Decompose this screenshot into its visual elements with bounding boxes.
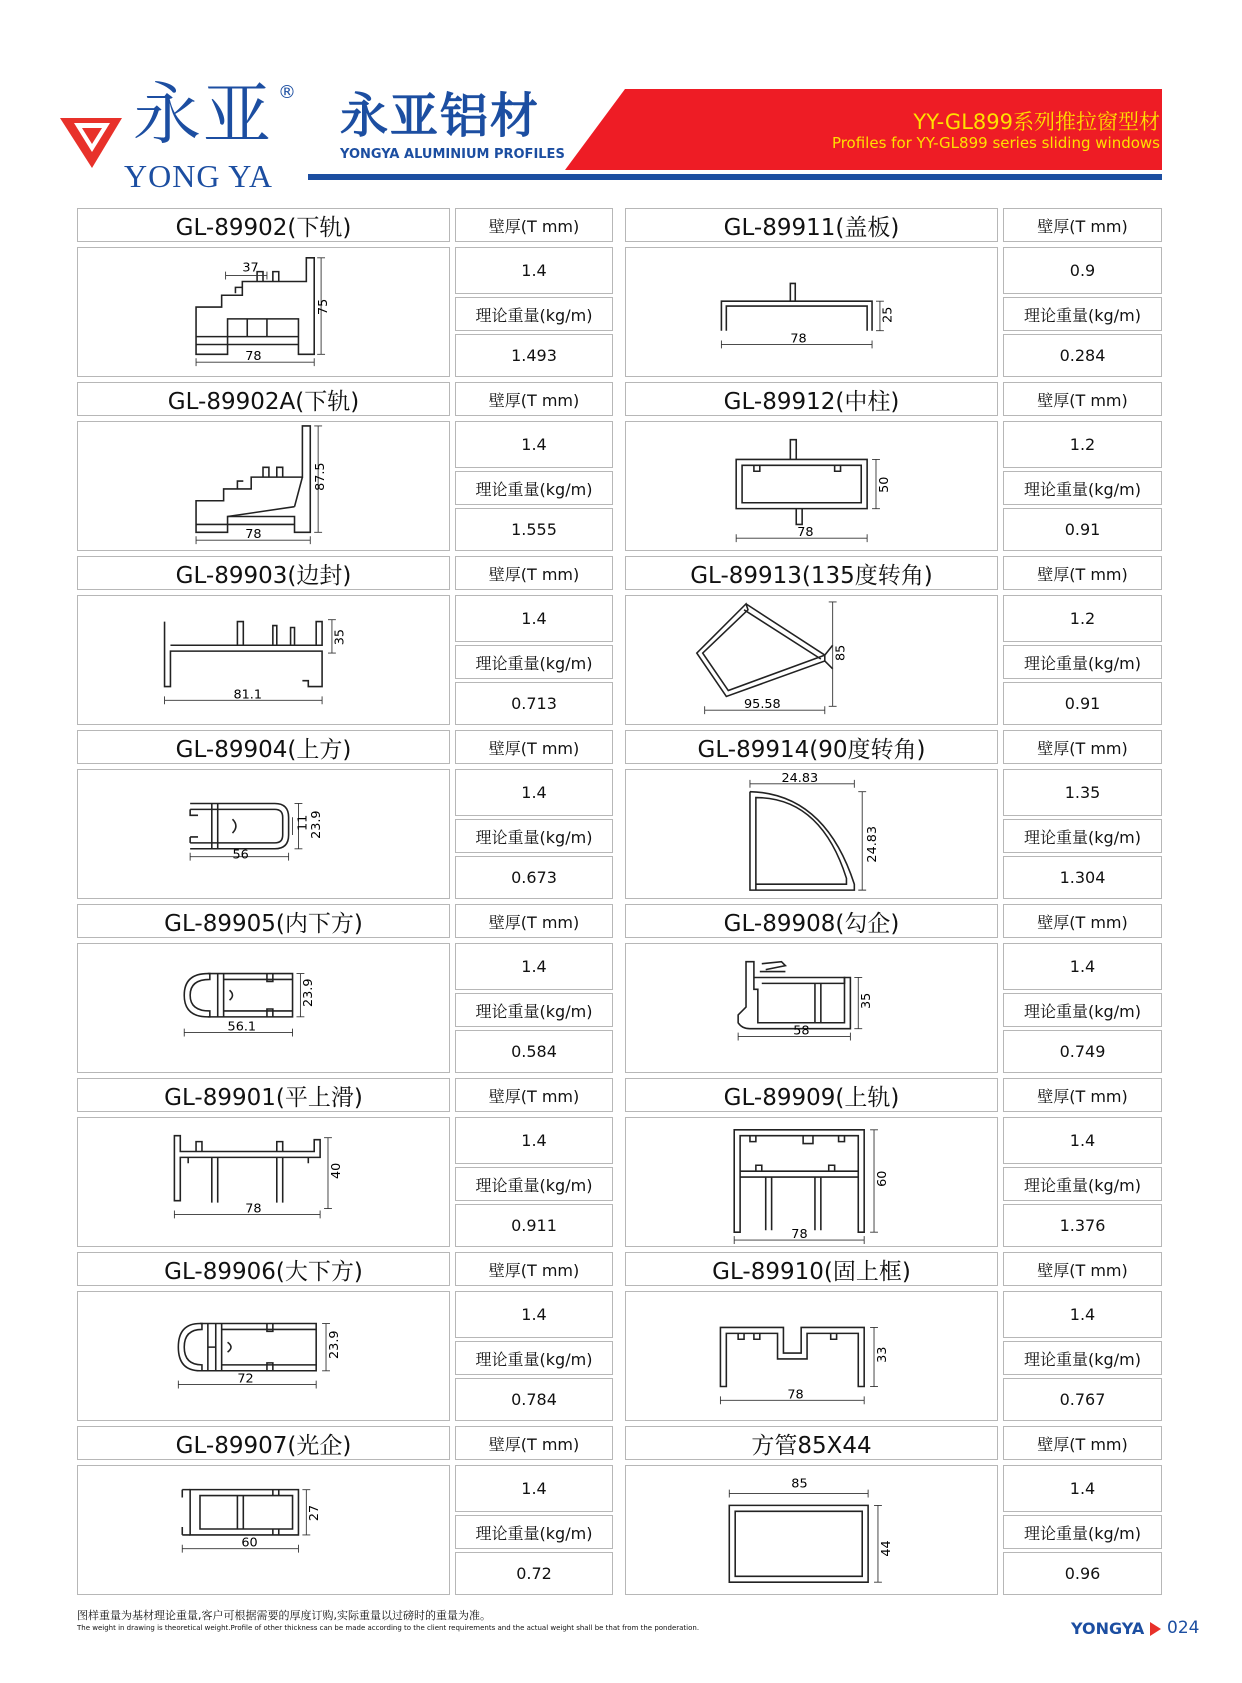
thickness-label: 壁厚(T mm)	[488, 390, 580, 410]
profile-name-cell	[625, 730, 998, 764]
profile-name-cell	[77, 1078, 450, 1112]
profile-name: GL-89905(内下方)	[164, 910, 363, 937]
weight-value: 0.584	[511, 1042, 557, 1061]
dimension-label: 56.1	[227, 1019, 257, 1035]
aluminium-title-cn: 永亚铝材	[340, 88, 541, 144]
profile-name: GL-89902(下轨)	[175, 214, 352, 241]
thickness-value: 1.2	[1069, 435, 1096, 454]
thickness-label: 壁厚(T mm)	[488, 738, 580, 758]
profile-name-cell	[625, 1252, 998, 1286]
weight-label-cell	[455, 471, 613, 505]
profile-drawing	[78, 422, 449, 550]
weight-value-cell	[1003, 1204, 1162, 1247]
weight-value-cell	[455, 856, 613, 899]
profile-name: GL-89908(勾企)	[723, 910, 900, 937]
weight-label: 理论重量(kg/m)	[475, 305, 593, 325]
dimension-label: 37	[242, 260, 259, 276]
weight-label-cell	[455, 819, 613, 853]
profile-name-cell	[77, 1426, 450, 1460]
weight-label: 理论重量(kg/m)	[475, 1175, 593, 1195]
weight-value: 0.713	[511, 694, 557, 713]
thickness-label: 壁厚(T mm)	[488, 216, 580, 236]
dimension-label: 87.5	[313, 462, 329, 491]
profile-drawing-cell	[77, 943, 450, 1073]
thickness-value-cell	[1003, 1117, 1162, 1164]
weight-label-cell	[455, 645, 613, 679]
thickness-value-cell	[455, 421, 613, 468]
thickness-label-cell	[455, 904, 613, 938]
weight-value-cell	[455, 334, 613, 377]
weight-label: 理论重量(kg/m)	[475, 479, 593, 499]
profile-drawing-cell	[625, 595, 998, 725]
weight-label-cell	[1003, 471, 1162, 505]
dimension-label: 24.83	[864, 825, 880, 863]
thickness-value: 1.4	[521, 783, 547, 802]
weight-value-cell	[455, 1552, 613, 1595]
weight-value-cell	[455, 1378, 613, 1421]
weight-label-cell	[1003, 1515, 1162, 1549]
profile-name: GL-89903(边封)	[175, 562, 352, 589]
brand-name-en: YONG YA	[124, 158, 273, 194]
thickness-label: 壁厚(T mm)	[488, 912, 580, 932]
profile-name: GL-89912(中柱)	[723, 388, 900, 415]
weight-value: 0.911	[511, 1216, 557, 1235]
thickness-label: 壁厚(T mm)	[488, 1260, 580, 1280]
brand-name-cn: 永亚	[133, 76, 274, 155]
thickness-label: 壁厚(T mm)	[1037, 564, 1128, 584]
thickness-value: 1.4	[1069, 957, 1096, 976]
dimension-label: 58	[793, 1023, 810, 1039]
play-arrow-icon	[1150, 1622, 1161, 1636]
profile-name-cell	[625, 382, 998, 416]
dimension-label: 35	[859, 992, 875, 1009]
weight-value: 1.304	[1059, 868, 1106, 887]
dimension-label: 40	[328, 1162, 344, 1180]
dimension-label: 56	[232, 847, 249, 863]
profile-name-cell	[77, 904, 450, 938]
weight-label: 理论重量(kg/m)	[1024, 1349, 1141, 1369]
weight-value-cell	[455, 1030, 613, 1073]
weight-value: 0.72	[516, 1564, 552, 1583]
profile-drawing	[626, 1292, 997, 1420]
profile-drawing	[626, 1466, 997, 1594]
weight-value: 0.96	[1064, 1564, 1101, 1583]
profile-name-cell	[77, 382, 450, 416]
page-number: 024	[1167, 1618, 1200, 1638]
thickness-value: 1.4	[521, 1131, 547, 1150]
weight-label: 理论重量(kg/m)	[475, 653, 593, 673]
weight-label: 理论重量(kg/m)	[1024, 1175, 1141, 1195]
registered-mark: ®	[278, 82, 296, 103]
dimension-label: 25	[880, 306, 896, 323]
profile-drawing	[626, 770, 997, 898]
profile-name-cell	[77, 556, 450, 590]
weight-value-cell	[1003, 856, 1162, 899]
thickness-value-cell	[455, 1465, 613, 1512]
thickness-value: 0.9	[1069, 261, 1096, 280]
thickness-label: 壁厚(T mm)	[1037, 738, 1128, 758]
thickness-value: 1.4	[521, 435, 547, 454]
footer-note-cn: 图样重量为基材理论重量,客户可根据需要的厚度订购,实际重量以过磅时的重量为准。	[77, 1609, 491, 1622]
thickness-label-cell	[1003, 1078, 1162, 1112]
profile-drawing	[626, 248, 997, 376]
dimension-label: 35	[332, 628, 348, 646]
aluminium-title-en: YONGYA ALUMINIUM PROFILES	[340, 147, 565, 162]
profile-drawing-cell	[625, 421, 998, 551]
profile-drawing-cell	[77, 1465, 450, 1595]
profile-drawing	[626, 944, 997, 1072]
thickness-value: 1.4	[521, 261, 547, 280]
weight-value: 1.493	[511, 346, 557, 365]
thickness-value-cell	[455, 247, 613, 294]
dimension-label: 78	[790, 331, 807, 347]
thickness-label: 壁厚(T mm)	[1037, 390, 1128, 410]
series-subtitle: Profiles for YY-GL899 series sliding windows	[831, 134, 1160, 152]
dimension-label: 95.58	[744, 697, 781, 713]
profile-name-cell	[625, 904, 998, 938]
profile-name: GL-89913(135度转角)	[690, 562, 933, 589]
dimension-label: 23.9	[309, 810, 325, 839]
profile-drawing-cell	[625, 769, 998, 899]
weight-value-cell	[455, 682, 613, 725]
profile-drawing	[78, 1118, 449, 1246]
thickness-value-cell	[455, 1117, 613, 1164]
thickness-label-cell	[1003, 208, 1162, 242]
thickness-label-cell	[455, 208, 613, 242]
dimension-label: 78	[245, 349, 262, 365]
weight-label: 理论重量(kg/m)	[475, 827, 593, 847]
profile-drawing	[78, 770, 449, 898]
profile-drawing	[78, 944, 449, 1072]
thickness-value-cell	[455, 1291, 613, 1338]
profile-name: 方管85X44	[751, 1432, 872, 1459]
weight-value: 0.749	[1059, 1042, 1106, 1061]
thickness-value-cell	[1003, 943, 1162, 990]
weight-value-cell	[1003, 682, 1162, 725]
thickness-label-cell	[455, 1426, 613, 1460]
thickness-label: 壁厚(T mm)	[488, 1086, 580, 1106]
dimension-label: 78	[245, 527, 262, 543]
weight-label-cell	[1003, 645, 1162, 679]
thickness-label: 壁厚(T mm)	[488, 564, 580, 584]
thickness-value: 1.4	[521, 1479, 547, 1498]
thickness-value: 1.4	[521, 1305, 547, 1324]
thickness-value-cell	[1003, 1465, 1162, 1512]
weight-value: 1.376	[1059, 1216, 1106, 1235]
weight-value: 1.555	[511, 520, 557, 539]
profile-name-cell	[77, 208, 450, 242]
profile-drawing-cell	[77, 1117, 450, 1247]
weight-label-cell	[1003, 1167, 1162, 1201]
thickness-label-cell	[1003, 730, 1162, 764]
weight-label: 理论重量(kg/m)	[475, 1001, 593, 1021]
thickness-value: 1.4	[521, 609, 547, 628]
profile-name: GL-89901(平上滑)	[164, 1084, 363, 1111]
thickness-value-cell	[1003, 247, 1162, 294]
profile-drawing	[78, 1292, 449, 1420]
thickness-label-cell	[455, 730, 613, 764]
dimension-label: 11	[295, 814, 311, 832]
weight-label: 理论重量(kg/m)	[475, 1349, 593, 1369]
profile-drawing	[626, 422, 997, 550]
thickness-value-cell	[455, 595, 613, 642]
profile-drawing-cell	[77, 769, 450, 899]
weight-label: 理论重量(kg/m)	[1024, 479, 1141, 499]
profile-name: GL-89907(光企)	[175, 1432, 352, 1459]
thickness-value-cell	[455, 943, 613, 990]
thickness-label-cell	[1003, 904, 1162, 938]
thickness-label-cell	[455, 556, 613, 590]
dimension-label: 78	[787, 1387, 804, 1403]
weight-label-cell	[1003, 1341, 1162, 1375]
thickness-value-cell	[1003, 595, 1162, 642]
thickness-label-cell	[1003, 1426, 1162, 1460]
profile-name: GL-89911(盖板)	[723, 214, 900, 241]
weight-label-cell	[1003, 297, 1162, 331]
thickness-label: 壁厚(T mm)	[1037, 216, 1128, 236]
weight-label: 理论重量(kg/m)	[1024, 1001, 1141, 1021]
weight-label: 理论重量(kg/m)	[1024, 305, 1141, 325]
profile-drawing-cell	[77, 421, 450, 551]
dimension-label: 72	[237, 1371, 254, 1387]
thickness-value-cell	[1003, 769, 1162, 816]
weight-label-cell	[455, 1341, 613, 1375]
thickness-label: 壁厚(T mm)	[488, 1434, 580, 1454]
weight-value-cell	[455, 508, 613, 551]
dimension-label: 44	[878, 1540, 894, 1557]
profile-drawing	[626, 596, 997, 724]
profile-name-cell	[625, 556, 998, 590]
thickness-value: 1.35	[1064, 783, 1101, 802]
weight-value-cell	[1003, 508, 1162, 551]
thickness-value-cell	[1003, 1291, 1162, 1338]
weight-label: 理论重量(kg/m)	[475, 1523, 593, 1543]
thickness-label: 壁厚(T mm)	[1037, 912, 1128, 932]
thickness-label-cell	[1003, 556, 1162, 590]
footer-brand: YONGYA	[1071, 1619, 1145, 1638]
thickness-value: 1.4	[1069, 1305, 1096, 1324]
thickness-value: 1.4	[1069, 1131, 1096, 1150]
profile-name: GL-89909(上轨)	[723, 1084, 900, 1111]
weight-value: 0.784	[511, 1390, 557, 1409]
profile-drawing-cell	[77, 1291, 450, 1421]
weight-label: 理论重量(kg/m)	[1024, 827, 1141, 847]
thickness-value: 1.4	[521, 957, 547, 976]
profile-drawing-cell	[625, 1117, 998, 1247]
weight-label: 理论重量(kg/m)	[1024, 1523, 1141, 1543]
dimension-label: 78	[791, 1227, 808, 1243]
profile-drawing	[78, 596, 449, 724]
thickness-value-cell	[1003, 421, 1162, 468]
profile-drawing	[626, 1118, 997, 1246]
dimension-label: 75	[316, 298, 332, 315]
weight-label-cell	[455, 993, 613, 1027]
profile-drawing	[78, 248, 449, 376]
profile-name: GL-89906(大下方)	[164, 1258, 363, 1285]
thickness-value-cell	[455, 769, 613, 816]
weight-value: 0.91	[1064, 694, 1101, 713]
dimension-label: 23.9	[326, 1330, 342, 1359]
weight-label-cell	[455, 1167, 613, 1201]
weight-label-cell	[1003, 819, 1162, 853]
dimension-label: 27	[307, 1504, 323, 1522]
page-header	[0, 0, 1242, 200]
weight-label-cell	[455, 297, 613, 331]
thickness-label-cell	[1003, 382, 1162, 416]
dimension-label: 78	[245, 1201, 262, 1217]
profile-name-cell	[625, 208, 998, 242]
weight-value: 0.91	[1064, 520, 1101, 539]
dimension-label: 24.83	[781, 770, 819, 786]
thickness-label: 壁厚(T mm)	[1037, 1260, 1128, 1280]
profile-name: GL-89914(90度转角)	[697, 736, 926, 763]
profile-name-cell	[77, 730, 450, 764]
weight-value: 0.284	[1059, 346, 1106, 365]
profile-drawing-cell	[625, 943, 998, 1073]
dimension-label: 50	[876, 476, 892, 493]
profile-drawing-cell	[625, 1465, 998, 1595]
weight-label-cell	[1003, 993, 1162, 1027]
profile-name-cell	[625, 1078, 998, 1112]
thickness-label: 壁厚(T mm)	[1037, 1434, 1128, 1454]
dimension-label: 81.1	[233, 687, 262, 703]
dimension-label: 60	[874, 1170, 890, 1187]
profile-drawing-cell	[625, 247, 998, 377]
profile-drawing	[78, 1466, 449, 1594]
footer-note-en: The weight in drawing is theoretical weight.Profile of other thickness can be made according to the client requirements and the actual weight shall be that from the ponderation.	[77, 1624, 700, 1632]
series-title: YY-GL899系列推拉窗型材	[913, 110, 1160, 134]
profile-name-cell	[77, 1252, 450, 1286]
dimension-label: 60	[241, 1535, 258, 1551]
thickness-value: 1.4	[1069, 1479, 1096, 1498]
profile-drawing-cell	[625, 1291, 998, 1421]
weight-label: 理论重量(kg/m)	[1024, 653, 1141, 673]
profile-name: GL-89910(固上框)	[712, 1258, 911, 1285]
dimension-label: 33	[874, 1346, 890, 1363]
dimension-label: 85	[791, 1476, 808, 1492]
profile-name: GL-89902A(下轨)	[167, 388, 360, 415]
profile-name-cell	[625, 1426, 998, 1460]
header-blue-stripe	[552, 174, 1162, 180]
profile-name: GL-89904(上方)	[175, 736, 352, 763]
weight-value-cell	[1003, 1378, 1162, 1421]
thickness-label-cell	[455, 1252, 613, 1286]
thickness-label-cell	[455, 382, 613, 416]
thickness-label: 壁厚(T mm)	[1037, 1086, 1128, 1106]
profile-drawing-cell	[77, 247, 450, 377]
weight-value-cell	[1003, 1030, 1162, 1073]
dimension-label: 78	[797, 525, 814, 541]
weight-value-cell	[455, 1204, 613, 1247]
weight-value-cell	[1003, 334, 1162, 377]
dimension-label: 85	[833, 644, 849, 661]
dimension-label: 23.9	[301, 978, 317, 1008]
weight-value: 0.767	[1059, 1390, 1106, 1409]
thickness-label-cell	[1003, 1252, 1162, 1286]
thickness-value: 1.2	[1069, 609, 1096, 628]
weight-label-cell	[455, 1515, 613, 1549]
thickness-label-cell	[455, 1078, 613, 1112]
profile-drawing-cell	[77, 595, 450, 725]
weight-value: 0.673	[511, 868, 557, 887]
weight-value-cell	[1003, 1552, 1162, 1595]
